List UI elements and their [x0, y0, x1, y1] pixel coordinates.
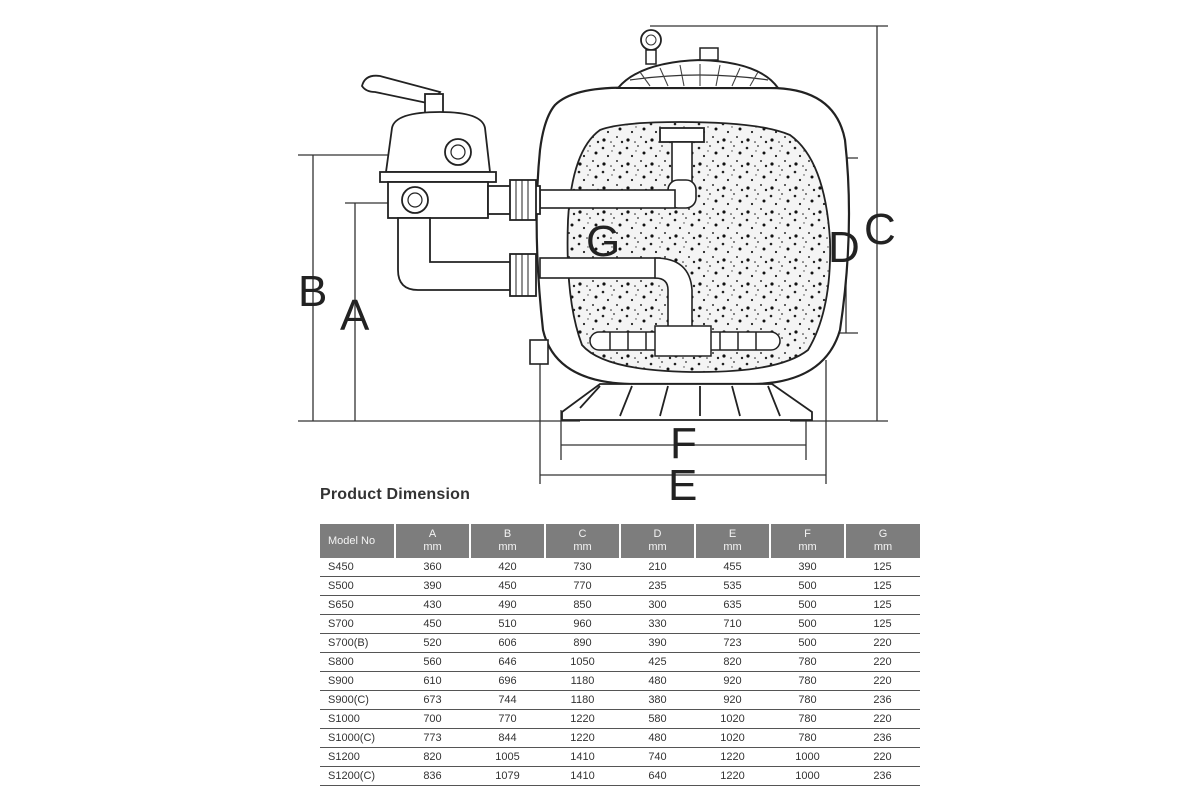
- value-cell: 1220: [695, 748, 770, 767]
- value-cell: 455: [695, 558, 770, 577]
- column-header: [770, 524, 845, 558]
- column-header-unit: mm: [648, 541, 667, 553]
- value-cell: 646: [470, 653, 545, 672]
- model-cell: S500: [320, 577, 395, 596]
- value-cell: 580: [620, 710, 695, 729]
- table-row: [320, 615, 920, 634]
- value-cell: 220: [845, 672, 920, 691]
- column-header-name: F: [804, 528, 811, 540]
- value-cell: 673: [395, 691, 470, 710]
- value-cell: 780: [770, 653, 845, 672]
- value-cell: 844: [470, 729, 545, 748]
- table-body: [320, 558, 920, 786]
- value-cell: 480: [620, 729, 695, 748]
- value-cell: 730: [545, 558, 620, 577]
- model-cell: S1000(C): [320, 729, 395, 748]
- value-cell: 125: [845, 558, 920, 577]
- value-cell: 500: [770, 634, 845, 653]
- value-cell: 1020: [695, 710, 770, 729]
- column-header-unit: mm: [873, 541, 893, 553]
- value-cell: 1220: [695, 767, 770, 786]
- table-row: [320, 710, 920, 729]
- value-cell: 744: [470, 691, 545, 710]
- column-header-unit: mm: [498, 541, 517, 553]
- column-header: [695, 524, 770, 558]
- value-cell: 740: [620, 748, 695, 767]
- value-cell: 1000: [770, 767, 845, 786]
- dim-label-d: D: [828, 223, 860, 272]
- value-cell: 220: [845, 748, 920, 767]
- model-cell: S450: [320, 558, 395, 577]
- value-cell: 1180: [545, 672, 620, 691]
- value-cell: 235: [620, 577, 695, 596]
- value-cell: 360: [395, 558, 470, 577]
- column-header: [845, 524, 920, 558]
- model-cell: S800: [320, 653, 395, 672]
- value-cell: 820: [695, 653, 770, 672]
- value-cell: 1020: [695, 729, 770, 748]
- model-cell: S900(C): [320, 691, 395, 710]
- value-cell: 1410: [545, 767, 620, 786]
- value-cell: 390: [620, 634, 695, 653]
- value-cell: 330: [620, 615, 695, 634]
- value-cell: 236: [845, 691, 920, 710]
- value-cell: 300: [620, 596, 695, 615]
- table-row: [320, 558, 920, 577]
- column-header-unit: mm: [798, 541, 817, 553]
- table-row: [320, 672, 920, 691]
- model-cell: S700(B): [320, 634, 395, 653]
- filter-base: [562, 384, 812, 420]
- value-cell: 450: [470, 577, 545, 596]
- table-row: [320, 596, 920, 615]
- value-cell: 1220: [545, 710, 620, 729]
- column-header-unit: mm: [723, 541, 742, 553]
- value-cell: 1050: [545, 653, 620, 672]
- section-title: Product Dimension: [320, 486, 471, 503]
- column-header: [620, 524, 695, 558]
- value-cell: 1220: [545, 729, 620, 748]
- multiport-valve: [362, 76, 540, 296]
- table-row: [320, 634, 920, 653]
- value-cell: 425: [620, 653, 695, 672]
- value-cell: 390: [770, 558, 845, 577]
- table-row: [320, 653, 920, 672]
- column-header: [545, 524, 620, 558]
- value-cell: 606: [470, 634, 545, 653]
- value-cell: 640: [620, 767, 695, 786]
- value-cell: 430: [395, 596, 470, 615]
- model-cell: S900: [320, 672, 395, 691]
- value-cell: 610: [395, 672, 470, 691]
- value-cell: 780: [770, 672, 845, 691]
- value-cell: 500: [770, 596, 845, 615]
- dim-label-f: F: [670, 419, 697, 468]
- dim-label-b: B: [298, 267, 328, 316]
- dimension-table: [320, 524, 920, 786]
- value-cell: 236: [845, 767, 920, 786]
- column-header-name: D: [653, 528, 662, 540]
- value-cell: 1079: [470, 767, 545, 786]
- value-cell: 560: [395, 653, 470, 672]
- table-header-row: [320, 524, 920, 558]
- value-cell: 535: [695, 577, 770, 596]
- value-cell: 420: [470, 558, 545, 577]
- filter-tank: [530, 30, 849, 384]
- column-header: [470, 524, 545, 558]
- column-header-name: Model No: [328, 534, 376, 547]
- value-cell: 520: [395, 634, 470, 653]
- dim-label-a: A: [340, 291, 370, 340]
- column-header-name: G: [878, 528, 888, 540]
- value-cell: 820: [395, 748, 470, 767]
- model-cell: S650: [320, 596, 395, 615]
- value-cell: 770: [545, 577, 620, 596]
- model-cell: S1200: [320, 748, 395, 767]
- table-row: [320, 748, 920, 767]
- value-cell: 1005: [470, 748, 545, 767]
- value-cell: 780: [770, 729, 845, 748]
- column-header-name: C: [578, 528, 587, 540]
- value-cell: 510: [470, 615, 545, 634]
- value-cell: 920: [695, 672, 770, 691]
- value-cell: 480: [620, 672, 695, 691]
- model-cell: S700: [320, 615, 395, 634]
- value-cell: 125: [845, 596, 920, 615]
- column-header-name: A: [428, 528, 437, 540]
- value-cell: 635: [695, 596, 770, 615]
- value-cell: 1000: [770, 748, 845, 767]
- value-cell: 220: [845, 653, 920, 672]
- value-cell: 500: [770, 615, 845, 634]
- column-header: [395, 524, 470, 558]
- value-cell: 500: [770, 577, 845, 596]
- value-cell: 890: [545, 634, 620, 653]
- value-cell: 780: [770, 710, 845, 729]
- value-cell: 780: [770, 691, 845, 710]
- table-row: [320, 691, 920, 710]
- value-cell: 490: [470, 596, 545, 615]
- value-cell: 960: [545, 615, 620, 634]
- table-row: [320, 729, 920, 748]
- column-header-unit: mm: [423, 541, 442, 553]
- value-cell: 125: [845, 615, 920, 634]
- column-header-name: E: [728, 528, 737, 540]
- value-cell: 220: [845, 710, 920, 729]
- value-cell: 380: [620, 691, 695, 710]
- dim-label-c: C: [864, 205, 896, 254]
- value-cell: 220: [845, 634, 920, 653]
- value-cell: 723: [695, 634, 770, 653]
- value-cell: 836: [395, 767, 470, 786]
- table-row: [320, 577, 920, 596]
- value-cell: 700: [395, 710, 470, 729]
- value-cell: 710: [695, 615, 770, 634]
- table-row: [320, 767, 920, 786]
- value-cell: 920: [695, 691, 770, 710]
- value-cell: 390: [395, 577, 470, 596]
- column-header-unit: mm: [573, 541, 592, 553]
- value-cell: 210: [620, 558, 695, 577]
- column-header-name: B: [503, 528, 512, 540]
- value-cell: 696: [470, 672, 545, 691]
- value-cell: 770: [470, 710, 545, 729]
- value-cell: 1180: [545, 691, 620, 710]
- value-cell: 125: [845, 577, 920, 596]
- value-cell: 236: [845, 729, 920, 748]
- dim-label-e: E: [668, 461, 698, 510]
- value-cell: 450: [395, 615, 470, 634]
- dim-label-g: G: [586, 217, 621, 266]
- value-cell: 1410: [545, 748, 620, 767]
- model-cell: S1200(C): [320, 767, 395, 786]
- value-cell: 850: [545, 596, 620, 615]
- value-cell: 773: [395, 729, 470, 748]
- column-header: [320, 524, 395, 558]
- model-cell: S1000: [320, 710, 395, 729]
